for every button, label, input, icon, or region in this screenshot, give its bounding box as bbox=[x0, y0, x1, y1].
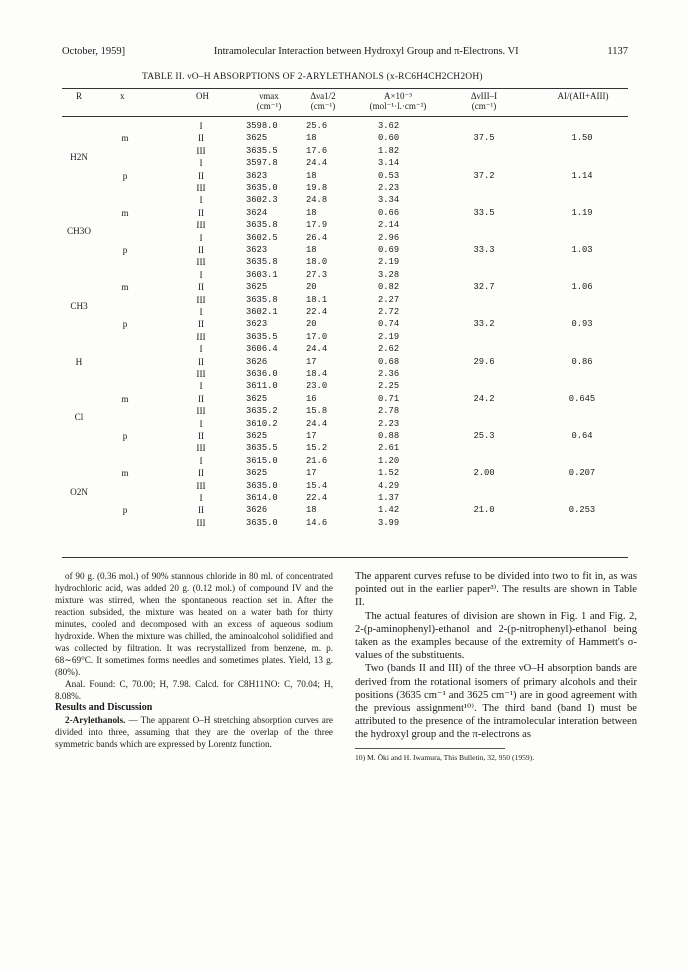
col-head-shift-label: ΔνIII–I bbox=[470, 91, 498, 101]
left-paragraph-arylethanols bbox=[55, 714, 333, 750]
band-label: I bbox=[199, 344, 203, 355]
ratio-value: 1.06 bbox=[571, 282, 593, 293]
ratio-value: 1.14 bbox=[571, 170, 593, 181]
halfwidth-value: 17.0 bbox=[306, 331, 328, 342]
intensity-value: 0.60 bbox=[378, 133, 400, 144]
intensity-value: 1.20 bbox=[378, 455, 400, 466]
position-x: m bbox=[121, 282, 129, 293]
intensity-value: 0.74 bbox=[378, 319, 400, 330]
substituent-r: H2N bbox=[70, 152, 88, 162]
col-head-oh: OH bbox=[196, 91, 209, 101]
intensity-value: 3.99 bbox=[378, 517, 400, 528]
band-label: II bbox=[197, 356, 205, 367]
shift-value: 29.6 bbox=[473, 356, 495, 367]
vmax-value: 3635.8 bbox=[246, 257, 278, 268]
intensity-value: 3.28 bbox=[378, 269, 400, 280]
right-paragraph-bands: Two (bands II and III) of the three νO–H absorption bands are derived from the rotational isomers of primary alcohols and their positions (3635 cm⁻¹ and 3625 cm⁻¹) are in good agreement with the previous assignment¹⁰⁾. The third band (band I) must be attributed to the presence of the intramolecular interation between the hydroxyl group and the π-electrons as bbox=[355, 663, 637, 741]
footnote-10: 10) M. Ōki and H. Iwamura, This Bulletin, 32, 950 (1959). bbox=[355, 752, 535, 762]
vmax-value: 3625 bbox=[246, 393, 268, 404]
vmax-value: 3598.0 bbox=[246, 121, 278, 131]
ratio-value: 0.93 bbox=[571, 319, 593, 330]
shift-value: 24.2 bbox=[473, 393, 495, 404]
intensity-value: 1.37 bbox=[378, 493, 400, 503]
halfwidth-value: 19.8 bbox=[306, 183, 328, 193]
vmax-value: 3615.0 bbox=[246, 455, 278, 466]
shift-value: 25.3 bbox=[473, 431, 495, 441]
vmax-value: 3597.8 bbox=[246, 158, 278, 169]
band-label: I bbox=[199, 493, 203, 503]
col-head-halfwidth-label: Δνa1/2 bbox=[310, 91, 336, 101]
col-head-intensity bbox=[352, 91, 444, 111]
shift-value: 21.0 bbox=[473, 505, 495, 516]
page-header bbox=[62, 46, 628, 57]
halfwidth-value: 23.0 bbox=[306, 381, 328, 392]
band-label: II bbox=[197, 133, 205, 144]
arylethanols-run-in-heading: 2-Arylethanols. bbox=[65, 715, 126, 725]
band-label: III bbox=[196, 183, 206, 193]
intensity-value: 2.96 bbox=[378, 232, 400, 243]
intensity-value: 3.34 bbox=[378, 195, 400, 206]
ratio-value: 0.253 bbox=[568, 505, 596, 516]
table-header-rule bbox=[62, 116, 628, 117]
intensity-value: 2.19 bbox=[378, 331, 400, 342]
ratio-value: 0.645 bbox=[568, 393, 596, 404]
halfwidth-value: 21.6 bbox=[306, 455, 328, 466]
band-label: III bbox=[196, 480, 206, 491]
position-x: m bbox=[121, 468, 129, 479]
halfwidth-value: 14.6 bbox=[306, 517, 328, 528]
halfwidth-value: 16 bbox=[306, 393, 317, 404]
vmax-value: 3635.5 bbox=[246, 443, 278, 454]
band-label: III bbox=[196, 145, 206, 156]
halfwidth-value: 18 bbox=[306, 245, 317, 255]
col-head-vmax-unit: (cm⁻¹) bbox=[256, 101, 282, 111]
right-paragraph-curves: The apparent curves refuse to be divided into two to fit in, as was pointed out in the earlier paper³⁾. The results are shown in Table II. bbox=[355, 571, 637, 609]
vmax-value: 3635.0 bbox=[246, 517, 278, 528]
vmax-value: 3626 bbox=[246, 505, 268, 516]
intensity-value: 3.62 bbox=[378, 121, 400, 131]
intensity-value: 2.14 bbox=[378, 220, 400, 231]
col-head-intensity-unit: (mol⁻¹·l.·cm⁻²) bbox=[369, 101, 427, 111]
shift-value: 33.3 bbox=[473, 245, 495, 255]
intensity-value: 2.23 bbox=[378, 418, 400, 429]
band-label: III bbox=[196, 443, 206, 454]
vmax-value: 3635.8 bbox=[246, 294, 278, 305]
col-head-r: R bbox=[76, 91, 83, 101]
band-label: III bbox=[196, 369, 206, 379]
intensity-value: 3.14 bbox=[378, 158, 400, 169]
footnote-divider bbox=[355, 748, 535, 763]
halfwidth-value: 18 bbox=[306, 133, 317, 144]
shift-value: 37.2 bbox=[473, 170, 495, 181]
page-number: 1137 bbox=[607, 46, 628, 57]
ratio-value: 0.207 bbox=[568, 468, 596, 479]
band-label: III bbox=[196, 257, 206, 268]
vmax-value: 3625 bbox=[246, 468, 268, 479]
substituent-r: CH3 bbox=[70, 300, 88, 311]
ratio-value: 1.19 bbox=[571, 207, 593, 218]
halfwidth-value: 22.4 bbox=[306, 307, 328, 317]
halfwidth-value: 24.4 bbox=[306, 418, 328, 429]
running-title: Intramolecular Interaction between Hydroxyl Group and π-Electrons. VI bbox=[213, 46, 519, 57]
band-label: III bbox=[196, 517, 206, 528]
vmax-value: 3635.5 bbox=[246, 145, 278, 156]
intensity-value: 2.19 bbox=[378, 257, 400, 268]
arylethanols-text: — The apparent O–H stretching absorption curves are divided into three, assuming that they are the overlap of the three symmetric bands which are expressed by Lorentz function. bbox=[55, 715, 333, 749]
intensity-value: 0.66 bbox=[378, 207, 400, 218]
intensity-value: 1.82 bbox=[378, 145, 400, 156]
band-label: II bbox=[197, 282, 205, 293]
halfwidth-value: 17 bbox=[306, 356, 317, 367]
halfwidth-value: 24.4 bbox=[306, 344, 328, 355]
ratio-value: 1.03 bbox=[571, 245, 593, 255]
band-label: I bbox=[199, 158, 203, 169]
intensity-value: 2.23 bbox=[378, 183, 400, 193]
vmax-value: 3635.5 bbox=[246, 331, 278, 342]
band-label: III bbox=[196, 406, 206, 417]
position-x: m bbox=[121, 133, 129, 144]
table-bottom-rule bbox=[62, 557, 628, 558]
vmax-value: 3610.2 bbox=[246, 418, 278, 429]
vmax-value: 3635.0 bbox=[246, 480, 278, 491]
halfwidth-value: 24.4 bbox=[306, 158, 328, 169]
intensity-value: 0.68 bbox=[378, 356, 400, 367]
halfwidth-value: 15.8 bbox=[306, 406, 328, 417]
position-x: p bbox=[122, 319, 128, 330]
halfwidth-value: 17 bbox=[306, 468, 317, 479]
halfwidth-value: 18 bbox=[306, 207, 317, 218]
vmax-value: 3623 bbox=[246, 245, 268, 255]
band-label: II bbox=[197, 245, 205, 255]
right-column bbox=[355, 570, 637, 762]
vmax-value: 3603.1 bbox=[246, 269, 278, 280]
vmax-value: 3606.4 bbox=[246, 344, 278, 355]
intensity-value: 0.69 bbox=[378, 245, 400, 255]
intensity-value: 1.52 bbox=[378, 468, 400, 479]
halfwidth-value: 18.4 bbox=[306, 369, 328, 379]
intensity-value: 2.61 bbox=[378, 443, 400, 454]
vmax-value: 3623 bbox=[246, 170, 268, 181]
halfwidth-value: 18.0 bbox=[306, 257, 328, 268]
left-column bbox=[55, 570, 333, 750]
band-label: II bbox=[197, 319, 205, 330]
halfwidth-value: 17.9 bbox=[306, 220, 328, 231]
band-label: III bbox=[196, 220, 206, 231]
vmax-value: 3614.0 bbox=[246, 493, 278, 503]
halfwidth-value: 25.6 bbox=[306, 121, 328, 131]
col-head-x: x bbox=[120, 91, 125, 101]
band-label: I bbox=[199, 381, 203, 392]
position-x: p bbox=[122, 170, 128, 181]
halfwidth-value: 17.6 bbox=[306, 145, 328, 156]
shift-value: 33.5 bbox=[473, 207, 495, 218]
journal-date: October, 1959] bbox=[62, 46, 126, 57]
band-label: III bbox=[196, 294, 206, 305]
right-paragraph-division: The actual features of division are shown in Fig. 1 and Fig. 2, 2-(p-aminophenyl)-ethanol and 2-(p-nitrophenyl)-ethanol being taken as the examples because of the extremity of Hammett's σ-values of the substituents. bbox=[355, 610, 637, 662]
ratio-value: 0.64 bbox=[571, 431, 593, 441]
band-label: II bbox=[197, 207, 205, 218]
band-label: II bbox=[197, 505, 205, 516]
halfwidth-value: 18 bbox=[306, 505, 317, 516]
position-x: p bbox=[122, 431, 128, 441]
vmax-value: 3635.0 bbox=[246, 183, 278, 193]
substituent-r: CH3O bbox=[67, 226, 91, 237]
position-x: m bbox=[121, 207, 129, 218]
vmax-value: 3602.5 bbox=[246, 232, 278, 243]
left-paragraph-analysis: Anal. Found: C, 70.00; H, 7.98. Calcd. for C8H11NO: C, 70.04; H, 8.08%. bbox=[55, 679, 333, 701]
col-head-ratio: AI/(AII+AIII) bbox=[557, 91, 609, 101]
position-x: m bbox=[121, 393, 129, 404]
vmax-value: 3623 bbox=[246, 319, 268, 330]
intensity-value: 1.42 bbox=[378, 505, 400, 516]
band-label: II bbox=[197, 170, 205, 181]
shift-value: 2.00 bbox=[473, 468, 495, 479]
shift-value: 32.7 bbox=[473, 282, 495, 293]
band-label: III bbox=[196, 331, 206, 342]
table-top-rule bbox=[62, 88, 628, 89]
band-label: I bbox=[199, 307, 203, 317]
left-paragraph-procedure: of 90 g. (0.36 mol.) of 90% stannous chloride in 80 ml. of concentrated hydrochloric acid, was added 20 g. (0.12 mol.) of compound IV and the mixture was stirred, when the spontaneous reaction set in. After the reaction subsided, the mixture was heated on a water bath for thirty minutes, cooled and decomposed with an excess of aqueous sodium hydroxide. When the mixture was chilled, the aminoalcohol solidified and was collected by filtration. It was recrystallized from benzene, m. p. 68∼69°C. It sometimes forms needles and sometimes plates. Yield, 13 g. (80%). bbox=[55, 571, 333, 677]
position-x: p bbox=[122, 245, 128, 255]
substituent-r: Cl bbox=[74, 412, 84, 423]
band-label: I bbox=[199, 418, 203, 429]
halfwidth-value: 27.3 bbox=[306, 269, 328, 280]
vmax-value: 3625 bbox=[246, 282, 268, 293]
halfwidth-value: 18.1 bbox=[306, 294, 328, 305]
vmax-value: 3611.0 bbox=[246, 381, 278, 392]
vmax-value: 3625 bbox=[246, 133, 268, 144]
band-label: I bbox=[199, 195, 203, 206]
intensity-value: 2.25 bbox=[378, 381, 400, 392]
halfwidth-value: 17 bbox=[306, 431, 317, 441]
band-label: I bbox=[199, 269, 203, 280]
shift-value: 37.5 bbox=[473, 133, 495, 144]
halfwidth-value: 22.4 bbox=[306, 493, 328, 503]
halfwidth-value: 20 bbox=[306, 319, 317, 330]
vmax-value: 3635.2 bbox=[246, 406, 278, 417]
intensity-value: 2.27 bbox=[378, 294, 400, 305]
col-head-shift-unit: (cm⁻¹) bbox=[471, 101, 497, 111]
intensity-value: 4.29 bbox=[378, 480, 400, 491]
col-head-intensity-label: A×10⁻³ bbox=[383, 91, 413, 101]
section-heading-results: Results and Discussion bbox=[55, 702, 153, 713]
col-head-shift bbox=[460, 91, 508, 111]
band-label: I bbox=[199, 455, 203, 466]
halfwidth-value: 18 bbox=[306, 170, 317, 181]
halfwidth-value: 26.4 bbox=[306, 232, 328, 243]
vmax-value: 3625 bbox=[246, 431, 268, 441]
col-head-vmax bbox=[245, 91, 293, 111]
col-head-vmax-label: νmax bbox=[259, 91, 279, 101]
halfwidth-value: 15.2 bbox=[306, 443, 328, 454]
ratio-value: 0.86 bbox=[571, 356, 593, 367]
intensity-value: 0.82 bbox=[378, 282, 400, 293]
band-label: I bbox=[199, 121, 203, 131]
band-label: II bbox=[197, 393, 205, 404]
intensity-value: 0.88 bbox=[378, 431, 400, 441]
intensity-value: 2.78 bbox=[378, 406, 400, 417]
position-x: p bbox=[122, 505, 128, 516]
col-head-halfwidth-unit: (cm⁻¹) bbox=[310, 101, 336, 111]
vmax-value: 3624 bbox=[246, 207, 268, 218]
intensity-value: 2.36 bbox=[378, 369, 400, 379]
vmax-value: 3636.0 bbox=[246, 369, 278, 379]
substituent-r: O2N bbox=[70, 486, 88, 497]
col-head-halfwidth bbox=[301, 91, 345, 111]
vmax-value: 3626 bbox=[246, 356, 268, 367]
halfwidth-value: 15.4 bbox=[306, 480, 328, 491]
band-label: I bbox=[199, 232, 203, 243]
band-label: II bbox=[197, 468, 205, 479]
vmax-value: 3602.3 bbox=[246, 195, 278, 206]
shift-value: 33.2 bbox=[473, 319, 495, 330]
intensity-value: 2.72 bbox=[378, 307, 400, 317]
intensity-value: 2.62 bbox=[378, 344, 400, 355]
intensity-value: 0.53 bbox=[378, 170, 400, 181]
halfwidth-value: 20 bbox=[306, 282, 317, 293]
substituent-r: H bbox=[75, 356, 83, 367]
vmax-value: 3635.8 bbox=[246, 220, 278, 231]
table-caption: TABLE II. νO–H ABSORPTIONS OF 2-ARYLETHANOLS (x-RC6H4CH2CH2OH) bbox=[142, 72, 483, 82]
halfwidth-value: 24.8 bbox=[306, 195, 328, 206]
ratio-value: 1.50 bbox=[571, 133, 593, 144]
band-label: II bbox=[197, 431, 205, 441]
intensity-value: 0.71 bbox=[378, 393, 400, 404]
vmax-value: 3602.1 bbox=[246, 307, 278, 317]
